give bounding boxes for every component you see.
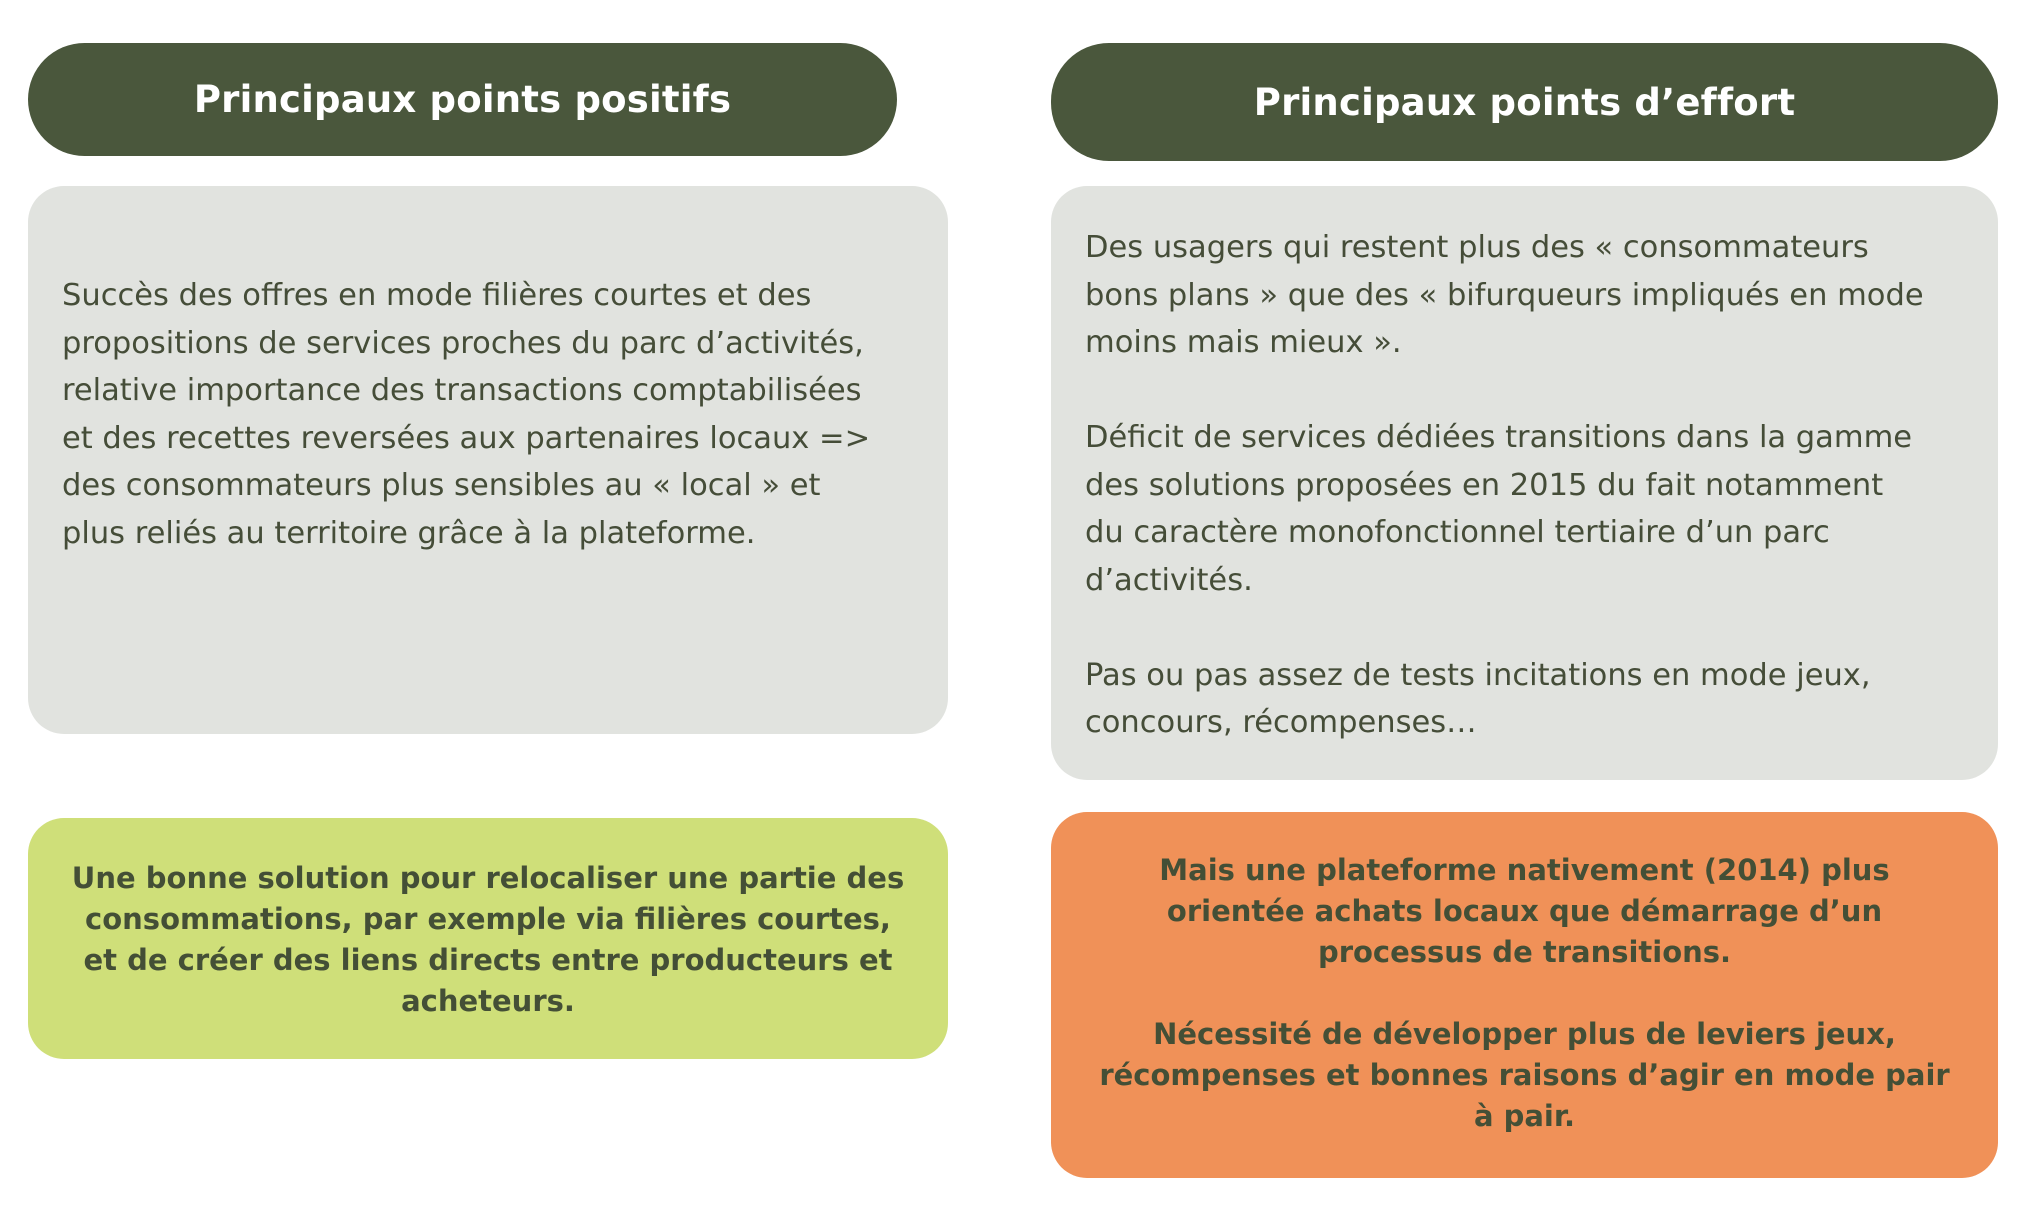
positive-points-panel: [28, 186, 948, 734]
positive-points-header: [28, 43, 897, 156]
effort-line: bons plans » que des « bifurqueurs impliqués en mode: [1085, 277, 1924, 313]
effort-conclusion-line: processus de transitions.: [1317, 935, 1732, 969]
effort-paragraph: [1085, 652, 1998, 747]
positive-line: Succès des offres en mode filières courtes et des: [62, 278, 812, 313]
positive-line: plus reliés au territoire grâce à la plateforme.: [62, 515, 756, 551]
positive-points-title: Principaux points positifs: [193, 78, 732, 121]
effort-line: du caractère monofonctionnel tertiaire d’un parc: [1085, 515, 1830, 550]
positive-conclusion-line: Une bonne solution pour relocaliser une partie des: [71, 861, 905, 895]
effort-points-title: Principaux points d’effort: [1253, 80, 1796, 124]
effort-line: concours, récompenses…: [1085, 705, 1477, 740]
positive-line: des consommateurs plus sensibles au « local » et: [62, 468, 821, 503]
effort-conclusion-line: récompenses et bonnes raisons d’agir en mode pair: [1099, 1058, 1950, 1092]
effort-conclusion-paragraph: [1051, 850, 1998, 973]
effort-conclusion-line: Mais une plateforme nativement (2014) plus: [1159, 853, 1890, 887]
effort-conclusion-line: orientée achats locaux que démarrage d’un: [1166, 894, 1883, 928]
positive-line: propositions de services proches du parc d’activités,: [62, 325, 864, 361]
effort-line: Déficit de services dédiées transitions dans la gamme: [1085, 420, 1913, 455]
effort-line: moins mais mieux ».: [1085, 325, 1402, 360]
effort-line: d’activités.: [1085, 562, 1253, 598]
effort-paragraph: [1085, 224, 1998, 367]
effort-line: des solutions proposées en 2015 du fait notamment: [1085, 467, 1884, 503]
positive-conclusion-callout: [28, 818, 948, 1059]
effort-line: Pas ou pas assez de tests incitations en mode jeux,: [1085, 657, 1871, 693]
positive-conclusion-line: et de créer des liens directs entre producteurs et: [83, 943, 893, 977]
effort-points-panel: [1051, 186, 1998, 780]
effort-conclusion-paragraph: [1051, 1014, 1998, 1137]
effort-conclusion-line: à pair.: [1473, 1099, 1576, 1133]
effort-conclusion-callout: [1051, 812, 1998, 1178]
effort-points-header: [1051, 43, 1998, 161]
positive-conclusion-line: acheteurs.: [401, 984, 575, 1018]
effort-line: Des usagers qui restent plus des « consommateurs: [1085, 230, 1869, 265]
effort-conclusion-line: Nécessité de développer plus de leviers jeux,: [1153, 1017, 1896, 1051]
positive-line: relative importance des transactions comptabilisées: [62, 373, 862, 408]
effort-paragraph: [1085, 414, 1998, 604]
positive-line: et des recettes reversées aux partenaires locaux =>: [62, 420, 871, 456]
positive-conclusion-line: consommations, par exemple via filières courtes,: [85, 902, 891, 936]
